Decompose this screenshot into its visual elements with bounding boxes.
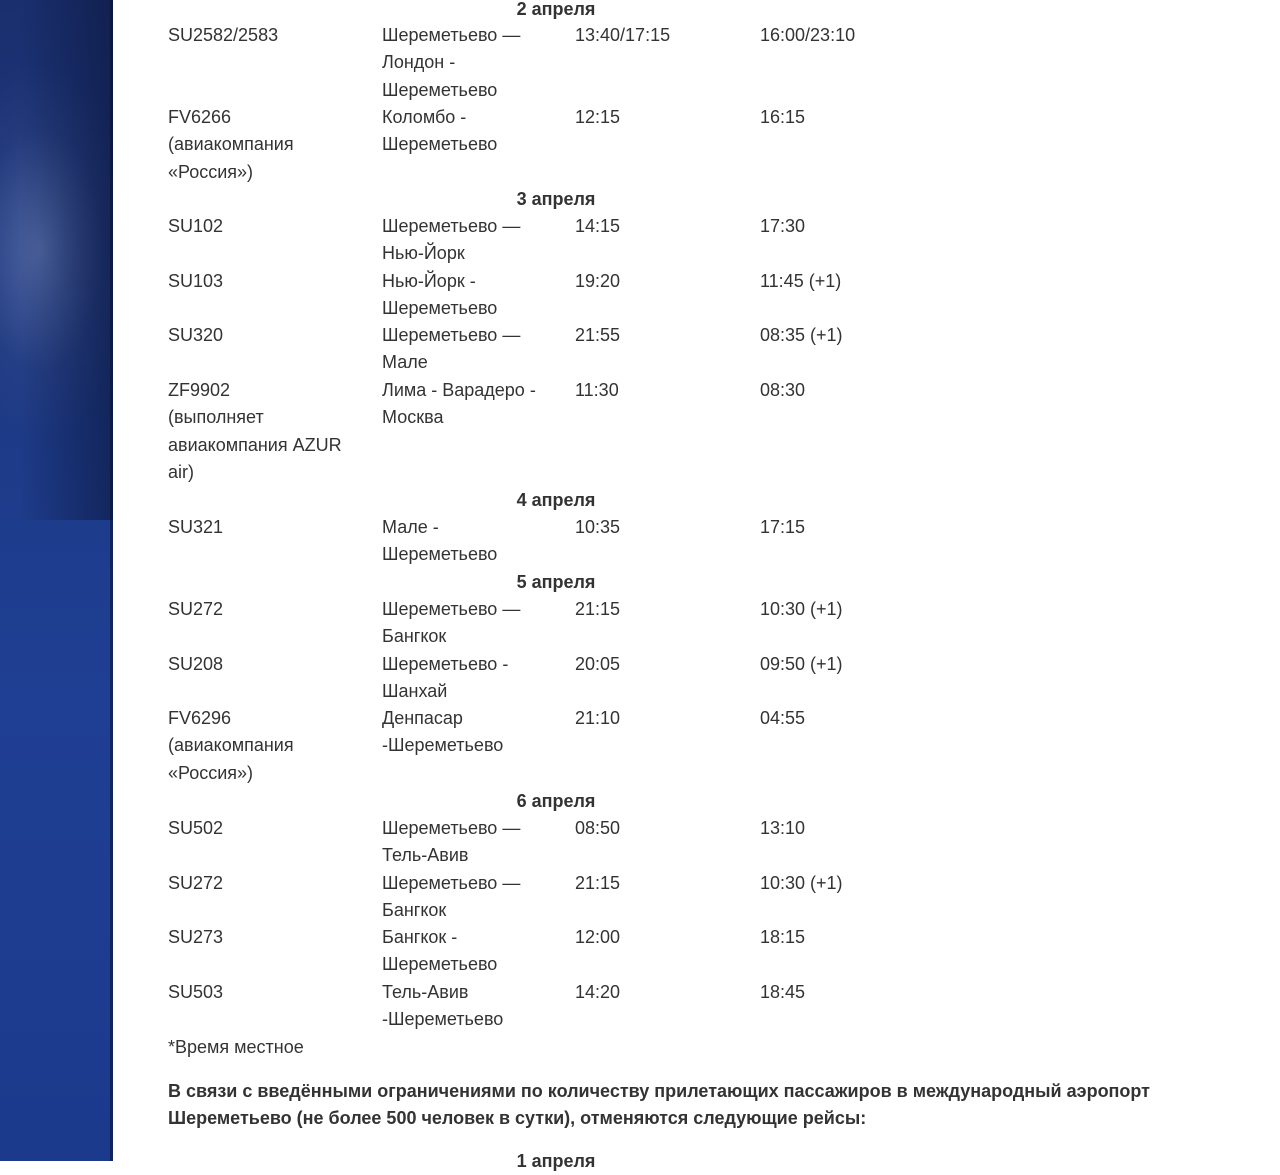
flight-route: Коломбо - Шереметьево: [382, 107, 498, 155]
flight-route: Шереметьево — Тель-Авив: [382, 818, 521, 866]
arrival-time: 08:35 (+1): [760, 325, 843, 345]
arrival-time: 17:15: [760, 517, 806, 537]
flight-number: SU2582/2583: [168, 25, 279, 45]
date-header: 4 апреля: [516, 490, 596, 510]
departure-time: 21:15: [575, 599, 621, 619]
departure-time: 12:00: [575, 927, 621, 947]
departure-time: 21:15: [575, 873, 621, 893]
date-header: 5 апреля: [516, 572, 596, 592]
date-header: 3 апреля: [516, 189, 596, 209]
date-header: 2 апреля: [516, 0, 596, 19]
departure-time: 08:50: [575, 818, 621, 838]
departure-time: 21:55: [575, 325, 621, 345]
flight-number: SU102: [168, 216, 224, 236]
departure-time: 12:15: [575, 107, 621, 127]
departure-time: 10:35: [575, 517, 621, 537]
flight-number: FV6296 (авиакомпания «Россия»): [168, 708, 294, 783]
flight-number: SU272: [168, 599, 224, 619]
flight-route: Шереметьево — Мале: [382, 325, 521, 373]
departure-time: 14:20: [575, 982, 621, 1002]
flight-number: SU208: [168, 654, 224, 674]
flight-number: SU273: [168, 927, 224, 947]
flight-number: ZF9902 (выполняет авиакомпания AZUR air): [168, 380, 342, 482]
flight-route: Шереметьево - Шанхай: [382, 654, 509, 702]
arrival-time: 18:15: [760, 927, 806, 947]
arrival-time: 10:30 (+1): [760, 599, 843, 619]
flight-number: SU503: [168, 982, 224, 1002]
flight-number: SU272: [168, 873, 224, 893]
flight-route: Денпасар -Шереметьево: [382, 708, 504, 756]
arrival-time: 10:30 (+1): [760, 873, 843, 893]
flight-route: Шереметьево — Нью-Йорк: [382, 216, 521, 264]
arrival-time: 11:45 (+1): [760, 271, 842, 291]
arrival-time: 04:55: [760, 708, 806, 728]
flight-route: Лима - Варадеро - Москва: [382, 380, 536, 428]
departure-time: 13:40/17:15: [575, 25, 671, 45]
flight-number: FV6266 (авиакомпания «Россия»): [168, 107, 294, 182]
departure-time: 11:30: [575, 380, 619, 400]
footnote-local-time: *Время местное: [168, 1037, 304, 1057]
departure-time: 20:05: [575, 654, 621, 674]
cancellation-notice: В связи с введёнными ограничениями по количеству прилетающих пассажиров в международный аэропорт Шереметьево (не более 500 человек в сутки), отменяются следующие рейсы:: [168, 1081, 1151, 1129]
arrival-time: 16:00/23:10: [760, 25, 856, 45]
departure-time: 19:20: [575, 271, 621, 291]
flight-route: Нью-Йорк - Шереметьево: [382, 271, 498, 319]
flight-route: Тель-Авив -Шереметьево: [382, 982, 504, 1030]
arrival-time: 08:30: [760, 380, 806, 400]
arrival-time: 13:10: [760, 818, 806, 838]
flight-number: SU321: [168, 517, 224, 537]
flight-route: Мале - Шереметьево: [382, 517, 498, 565]
departure-time: 14:15: [575, 216, 621, 236]
flight-route: Шереметьево — Лондон - Шереметьево: [382, 25, 521, 100]
arrival-time: 16:15: [760, 107, 806, 127]
arrival-time: 18:45: [760, 982, 806, 1002]
side-background-panel: [0, 0, 113, 1161]
date-header: 6 апреля: [516, 791, 596, 811]
departure-time: 21:10: [575, 708, 621, 728]
arrival-time: 09:50 (+1): [760, 654, 843, 674]
flight-number: SU502: [168, 818, 224, 838]
side-panel-edge: [110, 0, 113, 1161]
flight-route: Шереметьево — Бангкок: [382, 599, 521, 647]
side-panel-shade: [20, 0, 113, 520]
flight-number: SU103: [168, 271, 224, 291]
flight-route: Шереметьево — Бангкок: [382, 873, 521, 921]
date-header: 1 апреля: [516, 1151, 596, 1171]
flight-route: Бангкок - Шереметьево: [382, 927, 498, 975]
flight-number: SU320: [168, 325, 224, 345]
arrival-time: 17:30: [760, 216, 806, 236]
